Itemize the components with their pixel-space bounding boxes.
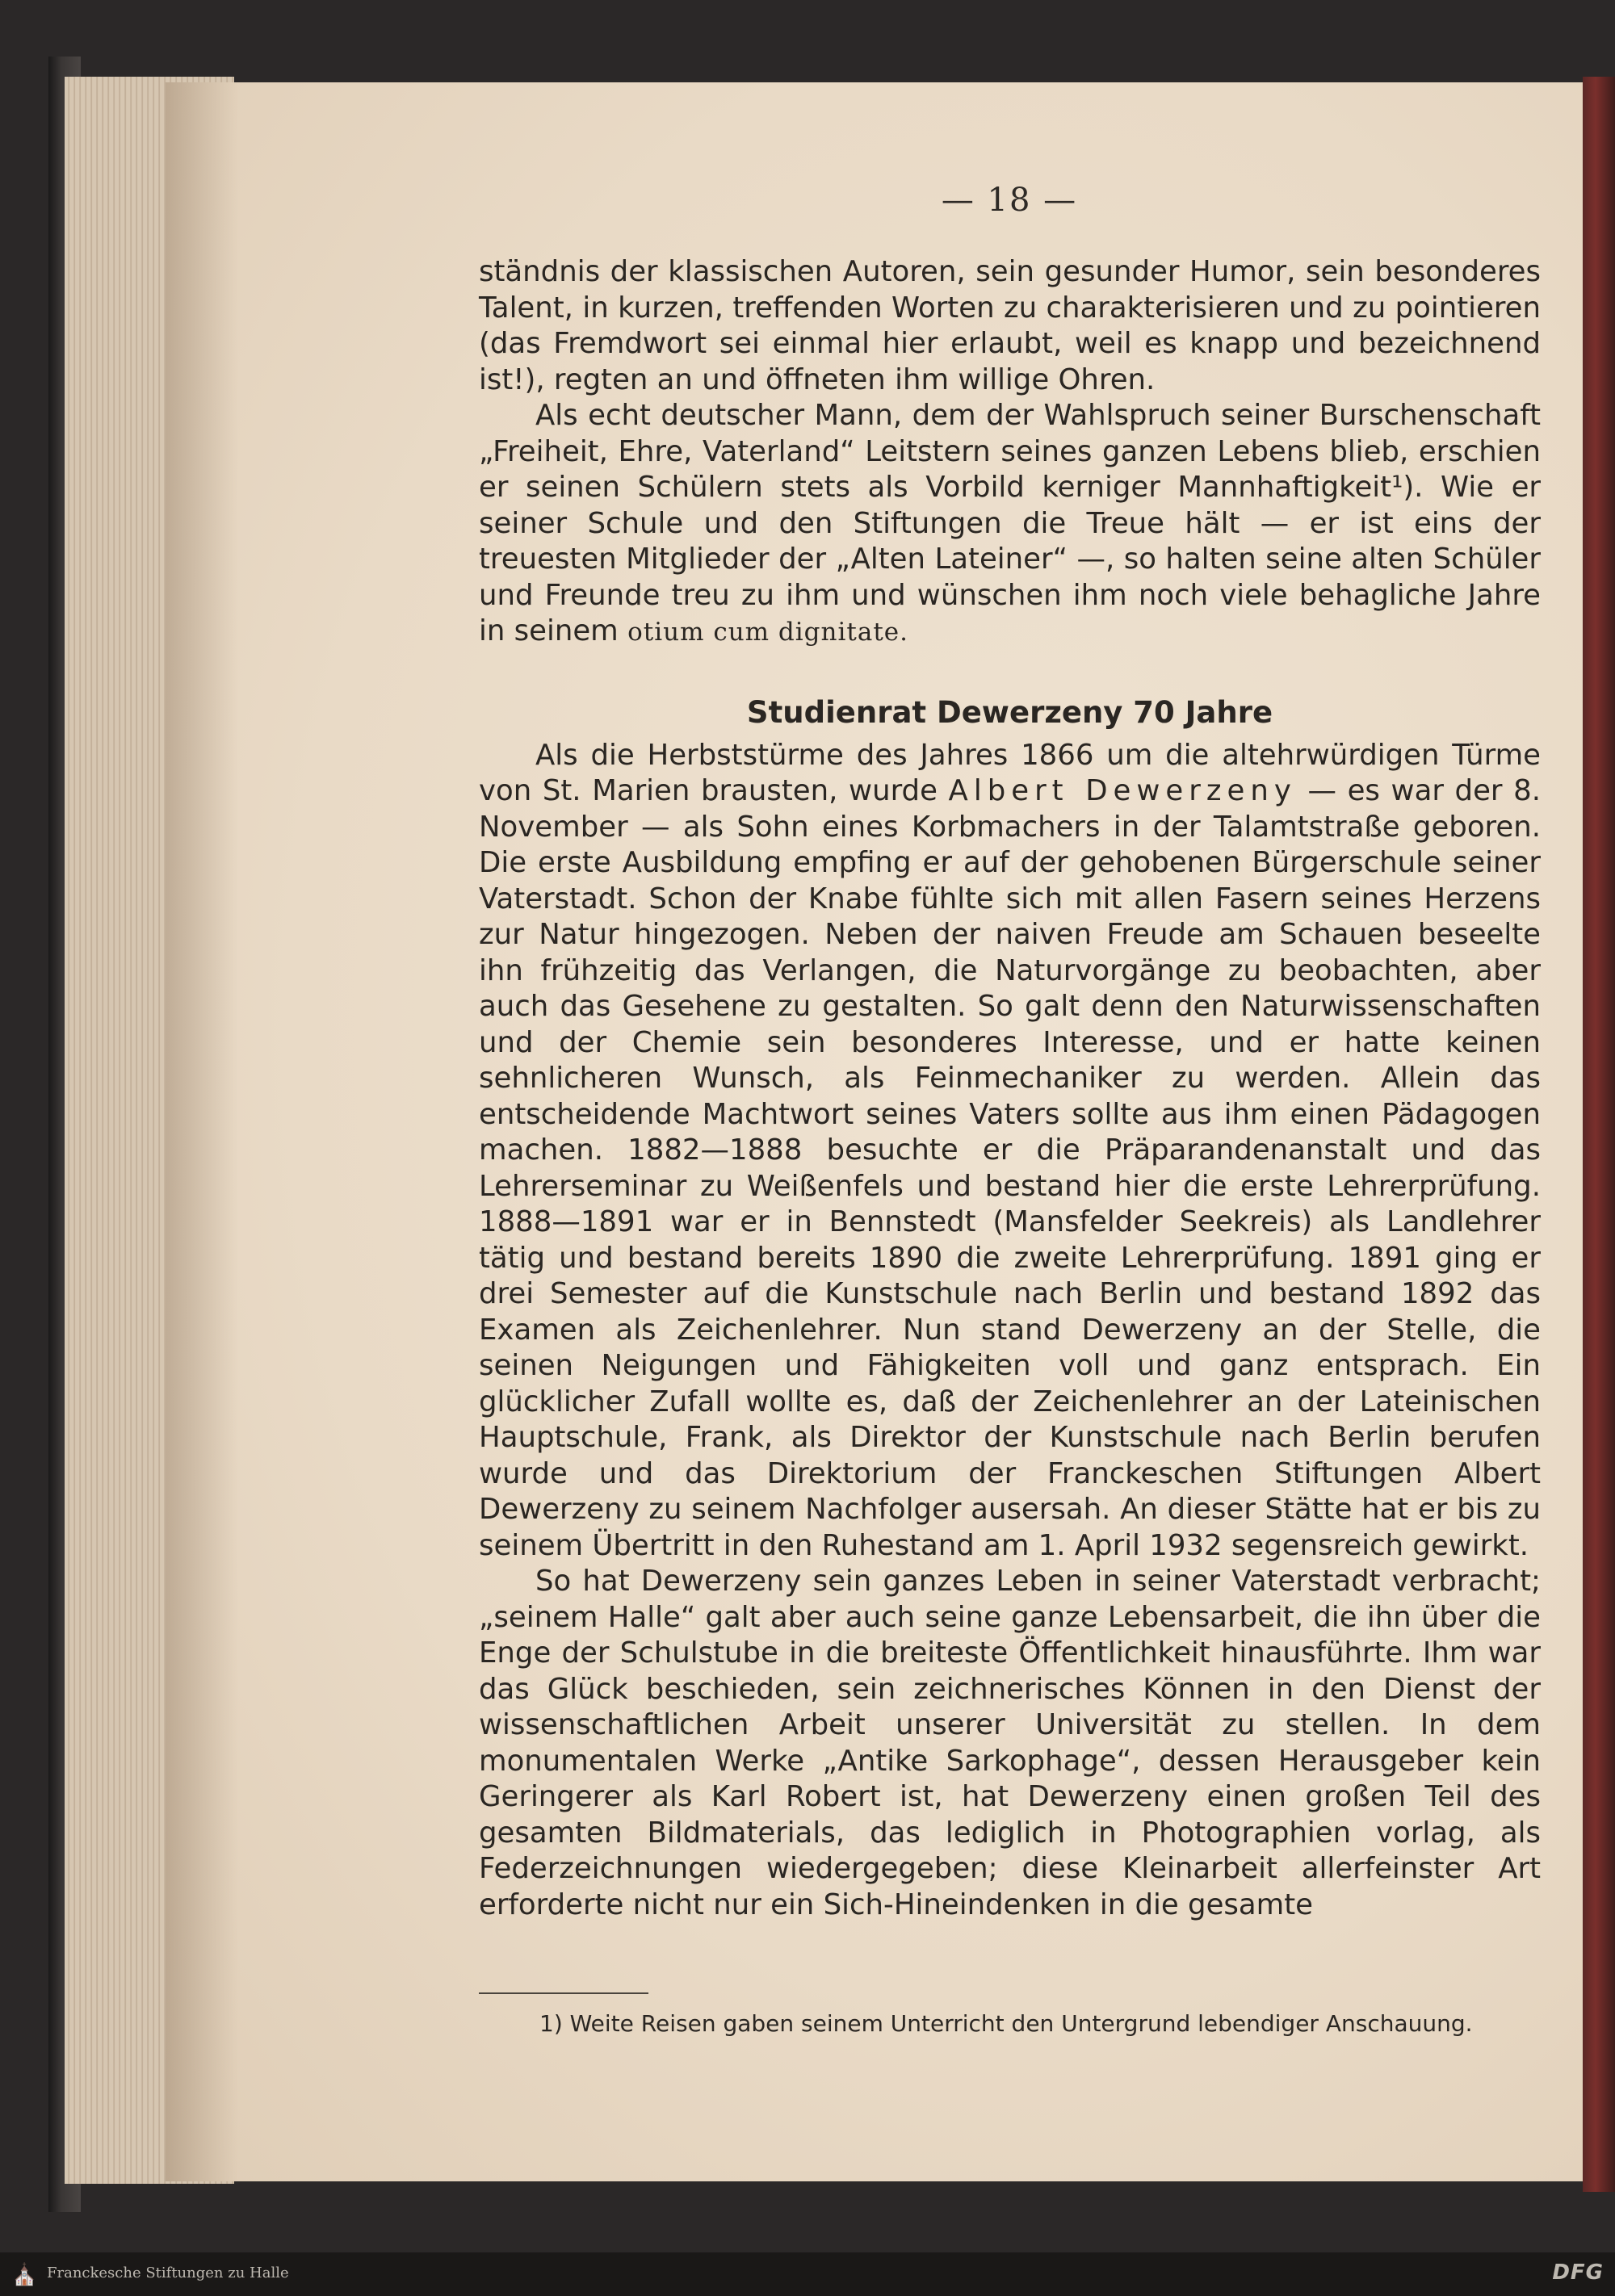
footnote: 1) Weite Reisen gaben seinem Unterricht den Untergrund lebendiger Anschauung. xyxy=(539,2010,1473,2037)
paragraph-2-text: Als echt deutscher Mann, dem der Wahlspruch seiner Burschenschaft „Freiheit, Ehre, Vaterland“ Leitstern seines ganzen Lebens blieb, erschien er seinen Schülern stets als Vorbild kerniger Mannhaftigkeit¹). Wie er seiner Schule und den Stiftungen die Treue hält — er ist eins der treuesten Mitglieder der „Alten Lateiner“ —, so halten seine alten Schüler und Freunde treu zu ihm und wünschen ihm noch viele behagliche Jahre in seinem xyxy=(479,399,1541,647)
paragraph-4: So hat Dewerzeny sein ganzes Leben in seiner Vaterstadt verbracht; „seinem Halle“ galt aber auch seine ganze Lebensarbeit, die ihn über die Enge der Schulstube in die breiteste Öffentlichkeit hinausführte. Ihm war das Glück beschieden, sein zeichnerisches Können in den Dienst der wissenschaftlichen Arbeit unserer Universität zu stellen. In dem monumentalen Werke „Antike Sarkophage“, dessen Herausgeber kein Geringerer als Karl Robert ist, hat Dewerzeny einen großen Teil des gesamten Bildmaterials, das lediglich in Photographien vorlag, als Federzeichnungen wiedergegeben; diese Kleinarbeit allerfeinster Art erforderte nicht nur ein Sich-Hineindenken in die gesamte xyxy=(479,1565,1541,1921)
paragraph-3 xyxy=(479,738,1541,1565)
paragraph-2 xyxy=(479,398,1541,651)
institution-name: Franckesche Stiftungen zu Halle xyxy=(47,2265,289,2281)
book-spine-edge xyxy=(1583,77,1615,2192)
institution-logo-icon: ⛪ xyxy=(11,2263,38,2287)
gutter-shadow xyxy=(166,82,238,2181)
page-number: — 18 — xyxy=(941,182,1078,219)
paragraph-3-lead: Als die Herbststürme des Jahres 1866 um die altehrwürdigen Türme von St. Marien brausten, wurde xyxy=(479,738,1541,807)
dfg-logo: DFG xyxy=(1552,2260,1604,2285)
section-heading: Studienrat Dewerzeny 70 Jahre xyxy=(746,694,1273,730)
person-name-spaced: Albert Dewerzeny xyxy=(948,774,1297,807)
footnote-divider xyxy=(479,1992,648,1994)
latin-phrase: otium cum dignitate. xyxy=(627,618,908,647)
text-block xyxy=(479,254,1541,1923)
paragraph-3-rest: — es war der 8. November — als Sohn eines Korbmachers in der Talamtstraße geboren. Die erste Ausbildung empfing er auf der gehobenen Bürgerschule seiner Vaterstadt. Schon der Knabe fühlte sich mit allen Fasern seines Herzens zur Natur hingezogen. Neben der naiven Freude am Schauen beseelte ihn frühzeitig das Verlangen, die Naturvorgänge zu beobachten, aber auch das Gesehene zu gestalten. So galt denn den Naturwissenschaften und der Chemie sein besonderes Interesse, und er hatte keinen sehnlicheren Wunsch, als Feinmechaniker zu werden. Allein das entscheidende Machtwort seines Vaters sollte aus ihm einen Pädagogen machen. 1882—1888 besuchte er die Präparandenanstalt und das Lehrerseminar zu Weißenfels und bestand hier die erste Lehrerprüfung. 1888—1891 war er in Bennstedt (Mansfelder Seekreis) als Landlehrer tätig und bestand bereits 1890 die zweite Lehrerprüfung. 1891 ging er drei Semester auf die Kunstschule nach Berlin und bestand 1892 das Examen als Zeichenlehrer. Nun stand Dewerzeny an der Stelle, die seinen Neigungen und Fähigkeiten voll und ganz entsprach. Ein glücklicher Zufall wollte es, daß der Zeichenlehrer an der Lateinischen Hauptschule, Frank, als Direktor der Kunstschule nach Berlin berufen wurde und das Direktorium der Franckeschen Stiftungen Albert Dewerzeny zu seinem Nachfolger ausersah. An dieser Stätte hat er bis zu seinem Übertritt in den Ruhestand am 1. April 1932 segensreich gewirkt. xyxy=(479,774,1541,1562)
paragraph-1: ständnis der klassischen Autoren, sein gesunder Humor, sein besonderes Talent, in kurzen, treffenden Worten zu charakterisieren und zu pointieren (das Fremdwort sei einmal hier erlaubt, weil es knapp und bezeichnend ist!), regten an und öffneten ihm willige Ohren. xyxy=(479,255,1541,396)
